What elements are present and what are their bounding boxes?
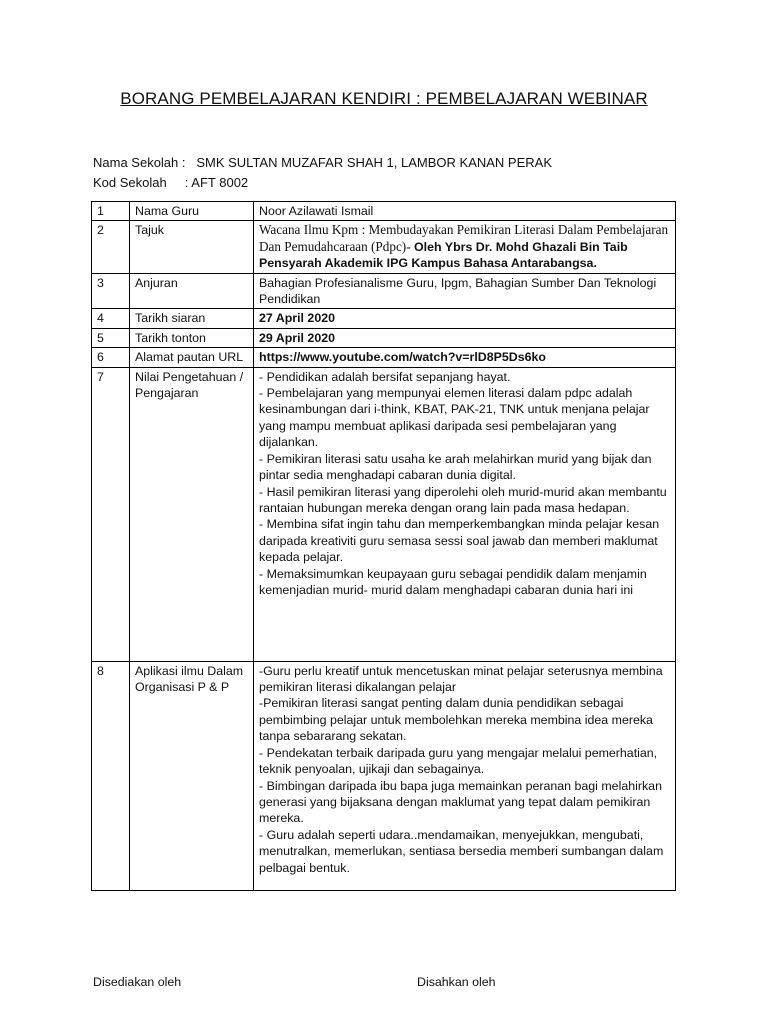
list-item: - Pemikiran literasi satu usaha ke arah melahirkan murid yang bijak dan pintar sedia menghadapi cabaran dunia digital. [259,451,652,483]
row-number: 3 [92,273,130,309]
row-number: 8 [92,661,130,890]
prepared-by-label: Disediakan oleh [93,975,182,989]
school-code-value: : AFT 8002 [184,175,249,190]
list-item: - Membina sifat ingin tahu dan memperkembangkan minda pelajar kesan daripada kreativiti guru semasa sessi soal jawab dan memberi maklumat kepada pelajar. [259,517,660,565]
school-code-label: Kod Sekolah [93,175,167,190]
table-row [92,273,676,309]
table-row [92,348,676,367]
row-label: Tarikh tonton [130,328,254,347]
row-value: Bahagian Profesianalisme Guru, Ipgm, Bahagian Sumber Dan Teknologi Pendidikan [254,273,676,309]
list-item: - Guru adalah seperti udara..mendamaikan, menyejukkan, mengubati, menutralkan, memerlukan, sentiasa bersedia memberi sumbangan dalam pelbagai bentuk. [259,827,664,875]
row-label: Alamat pautan URL [130,348,254,367]
table-row [92,309,676,328]
school-name-line [93,155,552,170]
row-number: 2 [92,221,130,273]
table-row [92,328,676,347]
row-number: 4 [92,309,130,328]
row-value [254,221,676,273]
row-label: Anjuran [130,273,254,309]
topic-speaker: Oleh Ybrs Dr. Mohd Ghazali Bin Taib Pensyarah Akademik IPG Kampus Bahasa Antarabangsa. [259,239,628,271]
row-number: 6 [92,348,130,367]
school-name-label: Nama Sekolah : [93,155,186,170]
table-row [92,202,676,221]
list-item: - Pendekatan terbaik daripada guru yang mengajar melalui pemerhatian, teknik penyoalan, ujikaji dan sebagainya. [259,745,658,777]
list-item: - Pendidikan adalah bersifat sepanjang hayat. [259,369,511,384]
row-label: Tarikh siaran [130,309,254,328]
row-label: Nilai Pengetahuan / Pengajaran [130,367,254,661]
row-value: Noor Azilawati Ismail [254,202,676,221]
school-code-line [93,175,248,190]
row-label: Nama Guru [130,202,254,221]
table-row [92,367,676,661]
learning-form-table [91,201,676,891]
list-item: - Bimbingan daripada ibu bapa juga memainkan peranan bagi melahirkan generasi yang bijaksana dengan maklumat yang tepat dalam pemikiran mereka. [259,778,662,826]
row-value: 29 April 2020 [254,328,676,347]
approved-by-label: Disahkan oleh [417,975,496,989]
url-link[interactable]: https://www.youtube.com/watch?v=rlD8P5Ds6ko [254,348,676,367]
table-row [92,661,676,890]
list-item: - Hasil pemikiran literasi yang diperolehi oleh murid-murid akan membantu rantaian hubungan mereka dengan orang lain pada masa hedapan. [259,484,667,515]
row-label: Tajuk [130,221,254,273]
row-value: 27 April 2020 [254,309,676,328]
table-row [92,221,676,273]
row-number: 1 [92,202,130,221]
row-value [254,661,676,890]
school-name-value: SMK SULTAN MUZAFAR SHAH 1, LAMBOR KANAN PERAK [196,155,552,170]
row-number: 7 [92,367,130,661]
row-label: Aplikasi ilmu Dalam Organisasi P & P [130,661,254,890]
list-item: - Pembelajaran yang mempunyai elemen literasi dalam pdpc adalah kesinambungan dari i-think, KBAT, PAK-21, TNK untuk menjana pelajar yang mampu membuat aplikasi daripada sesi pembelajaran yang dijalankan. [259,386,650,450]
row-number: 5 [92,328,130,347]
list-item: -Guru perlu kreatif untuk mencetuskan minat pelajar seterusnya membina pemikiran literasi dikalangan pelajar [259,663,663,695]
list-item: -Pemikiran literasi sangat penting dalam dunia pendidikan sebagai pembimbing pelajar untuk membolehkan mereka membina idea mereka tanpa sebararang sekatan. [259,696,653,744]
list-item: - Memaksimumkan keupayaan guru sebagai pendidik dalam menjamin kemenjadian murid- murid dalam menghadapi cabaran dunia hari ini [259,566,647,597]
document-title: BORANG PEMBELAJARAN KENDIRI : PEMBELAJARAN WEBINAR [120,89,648,108]
topic-title: Wacana Ilmu Kpm : Membudayakan Pemikiran Literasi Dalam Pembelajaran Dan Pemudahcaraan (Pdpc)- [259,222,669,254]
row-value [254,367,676,661]
